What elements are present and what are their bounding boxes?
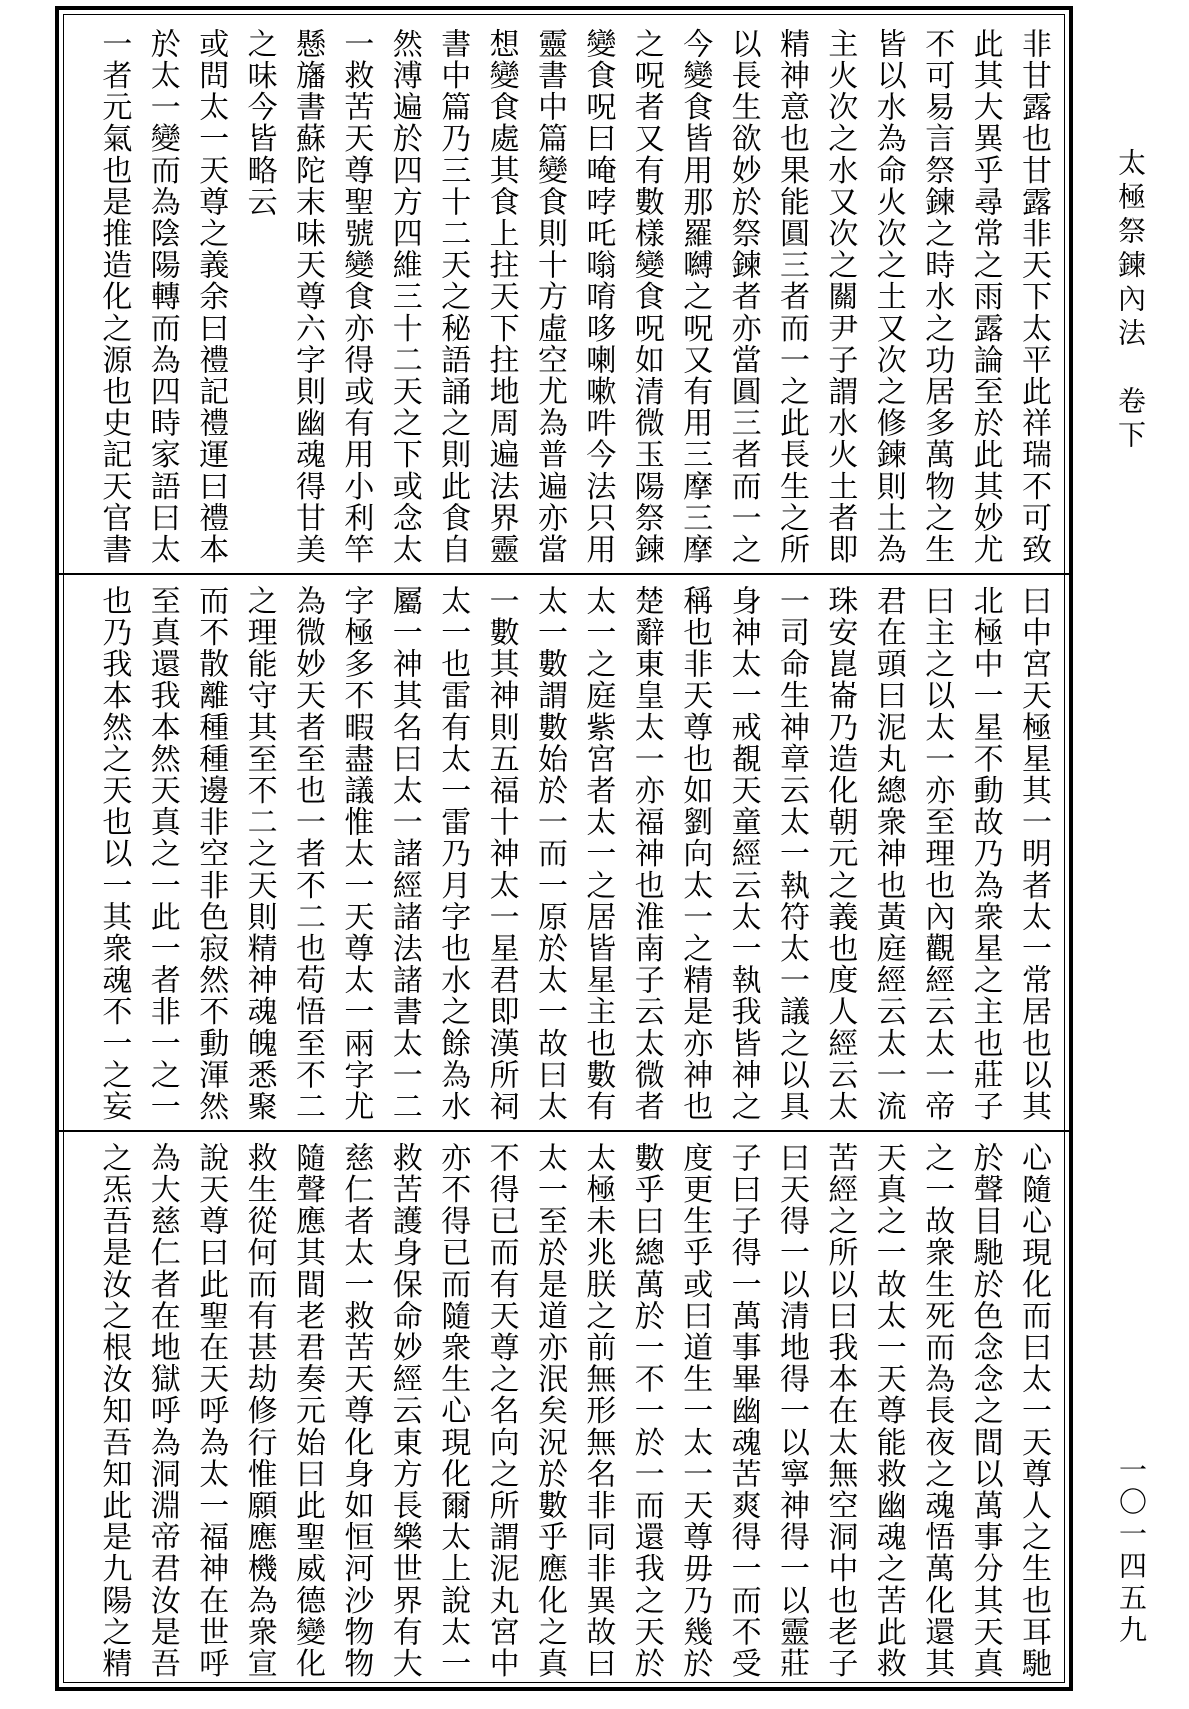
text-column: 懸旛書蘇陀末味天尊六字則幽魂得甘美 — [290, 28, 325, 566]
text-column: 為大慈仁者在地獄呼為洞淵帝君汝是吾 — [144, 1142, 180, 1680]
text-column: 身神太一戒覩天童經云太一執我皆神之 — [725, 585, 761, 1123]
running-title: 太極祭鍊內法 卷下 — [1114, 148, 1147, 454]
text-column: 靈書中篇變食則十方虛空尤為普遍亦當 — [532, 28, 567, 566]
text-column: 太一之庭紫宮者太一之居皆星主也數有 — [580, 585, 616, 1123]
text-column: 精神意也果能圓三者而一之此長生之所 — [774, 28, 809, 566]
text-column: 非甘露也甘露非天下太平此祥瑞不可致 — [1016, 28, 1051, 566]
text-column: 不可易言祭鍊之時水之功居多萬物之生 — [919, 28, 955, 566]
text-column: 想變食處其食上拄天下拄地周遍法界靈 — [483, 28, 519, 566]
text-column: 之理能守其至不二之天則精神魂魄悉聚 — [241, 585, 277, 1123]
register-top — [59, 28, 1069, 570]
text-column: 不得已而有天尊之名向之所謂泥丸宮中 — [483, 1142, 519, 1680]
text-column: 然溥遍於四方四維三十二天之下或念太 — [386, 28, 422, 566]
text-column: 或問太一天尊之義余曰禮記禮運曰禮本 — [193, 28, 229, 566]
register-middle — [59, 585, 1069, 1127]
text-column: 一者元氣也是推造化之源也史記天官書 — [96, 28, 132, 566]
text-column: 於太一變而為陰陽轉而為四時家語曰太 — [144, 28, 180, 566]
text-column: 於聲目馳於色念念之間以萬事分其天真 — [967, 1142, 1003, 1680]
register-bottom — [59, 1142, 1069, 1687]
text-column: 珠安崑崙乃造化朝元之義也度人經云太 — [822, 585, 858, 1123]
register-divider — [59, 1130, 1069, 1132]
text-column: 亦不得已而隨衆生心現化爾太上說太一 — [435, 1142, 471, 1680]
text-column: 稱也非天尊也如劉向太一之精是亦神也 — [677, 585, 713, 1123]
text-column: 之味今皆略云 — [241, 28, 277, 218]
text-column: 太一至於是道亦泯矣況於數乎應化之真 — [532, 1142, 567, 1680]
page-frame — [55, 6, 1073, 1691]
text-column: 曰天得一以清地得一以寧神得一以靈莊 — [774, 1142, 809, 1680]
text-column: 曰中宮天極星其一明者太一常居也以其 — [1016, 585, 1051, 1123]
text-column: 而不散離種種邊非空非色寂然不動渾然 — [193, 585, 229, 1123]
text-column: 子曰子得一萬事畢幽魂苦爽得一而不受 — [725, 1142, 761, 1680]
text-column: 屬一神其名曰太一諸經諸法諸書太一二 — [386, 585, 422, 1123]
text-column: 數乎曰總萬於一不一於一而還我之天於 — [628, 1142, 664, 1680]
text-column: 字極多不暇盡議惟太一天尊太一兩字尤 — [338, 585, 374, 1123]
text-column: 也乃我本然之天也以一其衆魂不一之妄 — [96, 585, 132, 1123]
text-column: 書中篇乃三十二天之秘語誦之則此食自 — [435, 28, 471, 566]
text-column: 慈仁者太一救苦天尊化身如恒河沙物物 — [338, 1142, 374, 1680]
text-column: 至真還我本然天真之一此一者非一之一 — [144, 585, 180, 1123]
text-column: 太一也雷有太一雷乃月字也水之餘為水 — [435, 585, 471, 1123]
page-number: 一〇一四五九 — [1115, 1455, 1148, 1647]
text-column: 隨聲應其間老君奏元始曰此聖威德變化 — [290, 1142, 325, 1680]
text-column: 太極未兆朕之前無形無名非同非異故曰 — [580, 1142, 616, 1680]
text-column: 之炁吾是汝之根汝知吾知此是九陽之精 — [96, 1142, 132, 1680]
text-column: 君在頭曰泥丸總衆神也黃庭經云太一流 — [870, 585, 906, 1123]
text-column: 之一故衆生死而為長夜之魂悟萬化還其 — [919, 1142, 955, 1680]
text-column: 度更生乎或曰道生一太一天尊毋乃幾於 — [677, 1142, 713, 1680]
text-column: 說天尊曰此聖在天呼為太一福神在世呼 — [193, 1142, 229, 1680]
text-column: 救生從何而有甚劫修行惟願應機為衆宣 — [241, 1142, 277, 1680]
text-column: 一數其神則五福十神太一星君即漢所祠 — [483, 585, 519, 1123]
text-column: 北極中一星不動故乃為衆星之主也莊子 — [967, 585, 1003, 1123]
text-column: 之呪者又有數樣變食呪如清微玉陽祭鍊 — [628, 28, 664, 566]
text-column: 天真之一故太一天尊能救幽魂之苦此救 — [870, 1142, 906, 1680]
text-column: 以長生欲妙於祭鍊者亦當圓三者而一之 — [725, 28, 761, 566]
text-column: 主火次之水又次之關尹子謂水火土者即 — [822, 28, 858, 566]
text-column: 苦經之所以曰我本在太無空洞中也老子 — [822, 1142, 858, 1680]
text-column: 一救苦天尊聖號變食亦得或有用小利竿 — [338, 28, 374, 566]
text-column: 為微妙天者至也一者不二也苟悟至不二 — [290, 585, 325, 1123]
text-column: 曰主之以太一亦至理也內觀經云太一帝 — [919, 585, 955, 1123]
text-column: 救苦護身保命妙經云東方長樂世界有大 — [386, 1142, 422, 1680]
register-divider — [59, 573, 1069, 575]
text-column: 心隨心現化而曰太一天尊人之生也耳馳 — [1016, 1142, 1051, 1680]
text-column: 皆以水為命火次之土又次之修鍊則土為 — [870, 28, 906, 566]
text-column: 楚辭東皇太一亦福神也淮南子云太微者 — [628, 585, 664, 1123]
text-column: 變食呪曰唵哱吒嗡唷哆喇嗽吽今法只用 — [580, 28, 616, 566]
text-column: 此其大異乎尋常之雨露論至於此其妙尤 — [967, 28, 1003, 566]
text-column: 今變食皆用那羅嚩之呪又有用三摩三摩 — [677, 28, 713, 566]
text-column: 太一數謂數始於一而一原於太一故曰太 — [532, 585, 567, 1123]
text-column: 一司命生神章云太一執符太一議之以具 — [774, 585, 809, 1123]
